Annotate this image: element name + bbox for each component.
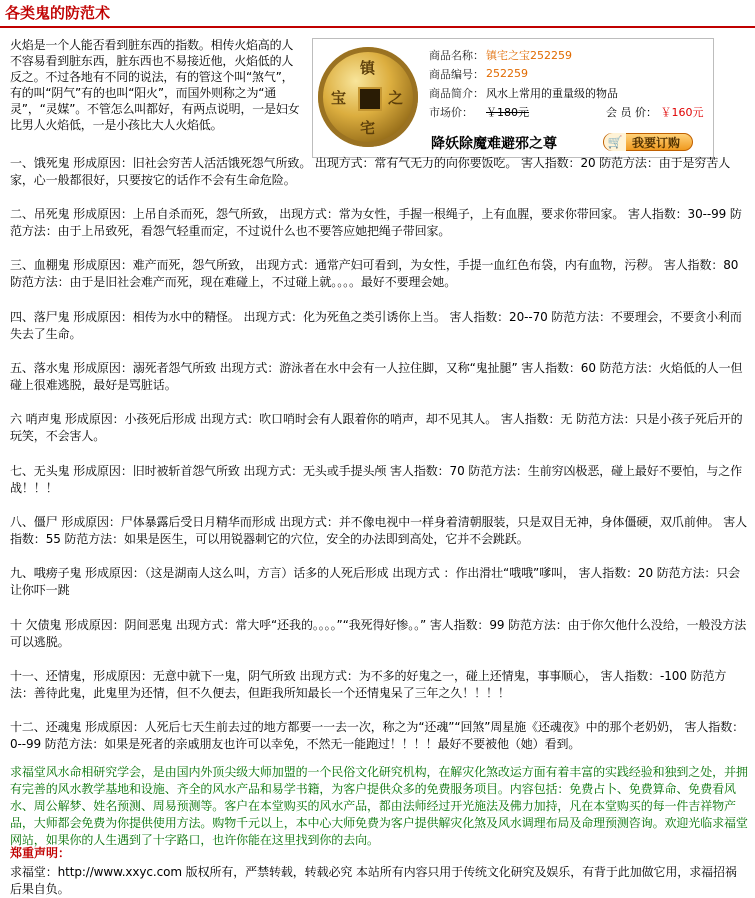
product-desc-row (429, 83, 709, 102)
order-button[interactable] (603, 133, 693, 151)
ghost-paragraph-8: 八、僵尸 形成原因：尸体暴露后受日月精华而形成 出现方式：并不像电视中一样身着清朝服装，只是双目无神，身体僵硬，双爪前伸。 害人指数：55 防范方法：如果是医生，可以用锐器刺它的穴位，安全的办法即到高处，它并不会跳跃。 (10, 515, 748, 546)
page-title: 各类鬼的防范术 (5, 4, 111, 22)
disclaimer-heading: 郑重声明： (10, 846, 71, 860)
ghost-paragraph-1: 一、饿死鬼 形成原因：旧社会穷苦人活活饿死怨气所致。 出现方式：常有气无力的向你要饭吃。 害人指数：20 防范方法：由于是穷苦人家，心一般都很好，只要按它的话作不会有生命危险。 (10, 156, 731, 187)
ghost-paragraph-3: 三、血棚鬼 形成原因：难产而死，怨气所致， 出现方式：通常产妇可看到，为女性，手提一血红色布袋，内有血物，污秽。 害人指数：80 防范方法：由于是旧社会难产而死，现在难碰上，不过碰上就。。。。最好不要理会她。 (10, 258, 739, 289)
market-price-label: 市场价： (429, 105, 473, 119)
market-price-value: ￥180元 (486, 105, 529, 119)
title-divider (0, 26, 755, 28)
ghost-paragraph-12: 十二、还魂鬼 形成原因：人死后七天生前去过的地方都要一一去一次，称之为“还魂”“回煞”周星施《还魂夜》中的那个老奶奶， 害人指数：0--99 防范方法：如果是死者的亲戚朋友也许可以幸免，不然无一能跑过！！！！最好不要被他（她）看到。 (10, 720, 745, 751)
coin-char-bottom: 宅 (360, 119, 376, 137)
product-desc-label: 商品简介： (429, 86, 484, 100)
ghost-paragraph-7: 七、无头鬼 形成原因：旧时被斩首怨气所致 出现方式：无头或手提头颅 害人指数：70 防范方法：生前穷凶极恶，碰上最好不要怕，与之作战！！！ (10, 464, 743, 495)
product-slogan: 降妖除魔难避邪之尊 (431, 136, 557, 152)
ghost-paragraph-4: 四、落尸鬼 形成原因：相传为水中的精怪。 出现方式：化为死鱼之类引诱你上当。 害人指数：20--70 防范方法：不要理会，不要贪小利而失去了生命。 (10, 310, 742, 341)
promo-paragraph: 求福堂风水命相研究学会，是由国内外顶尖级大师加盟的一个民俗文化研究机构，在解灾化煞改运方面有着丰富的实践经验和独到之处，并拥有完善的风水教学基地和设施、齐全的风水产品和易学书籍，为客户提供众多的免费服务项目。内容包括：免费占卜、免费算命、免费看风水、周公解梦、姓名预测、周易预测等。客户在本堂购买的风水产品，都由法师经过开光施法及佛力加持，凡在本堂购买的每一件吉祥物产品，大师都会免费为你提供使用方法。购物千元以上，本中心大师免费为客户提供解灾化煞及风水调理布局及命理预测咨询。欢迎光临求福堂网站，如果你的人生遇到了十字路口，也许你能在这里找到你的去向。 (10, 765, 748, 847)
product-code-label: 商品编号： (429, 67, 484, 81)
product-code-row (429, 64, 709, 83)
product-price-row (429, 102, 709, 121)
product-card (312, 38, 714, 158)
coin-char-right: 之 (388, 89, 404, 107)
member-price-label: 会 员 价： (606, 105, 657, 119)
product-desc-value: 风水上常用的重量级的物品 (486, 86, 618, 100)
order-button-label: 我要订购 (632, 135, 681, 150)
coin-image[interactable] (318, 47, 418, 147)
price-cell (486, 102, 709, 121)
intro-paragraph: 火焰是一个人能否看到脏东西的指数。相传火焰高的人不容易看到脏东西，脏东西也不易接近他，火焰低的人反之。不过各地有不同的说法，有的管这个叫“煞气”，有的叫“阴气”有的也叫“阳火”，而国外则称之为“通灵”，“灵媒”。不管怎么叫都好，有两点说明，一是妇女比男人火焰低，一是小孩比大人火焰低。 (10, 38, 300, 132)
ghost-paragraph-11: 十一、还情鬼，形成原因：无意中就下一鬼，阴气所致 出现方式：为不多的好鬼之一，碰上还情鬼，事事顺心， 害人指数：-100 防范方法：善待此鬼，此鬼里为还情，但不久便去，但距我所知最长一个还情鬼呆了三年之久！！！！ (10, 669, 727, 700)
ghost-paragraph-5: 五、落水鬼 形成原因：溺死者怨气所致 出现方式：游泳者在水中会有一人拉住脚，又称“鬼扯腿” 害人指数：60 防范方法：火焰低的人一但碰上很难逃脱，最好是骂脏话。 (10, 361, 743, 392)
coin-char-top: 镇 (360, 59, 376, 77)
shopping-cart-icon: 🛒 (604, 133, 626, 151)
coin-hole (358, 87, 382, 111)
product-code-value: 252259 (486, 67, 528, 80)
product-name-link[interactable]: 镇宅之宝252259 (486, 48, 572, 62)
member-price-value: ￥160元 (660, 105, 704, 119)
disclaimer-text: 求福堂：http://www.xxyc.com 版权所有，严禁转载，转载必究 本站所有内容只用于传统文化研究及娱乐，有背于此加做它用，求福招祸后果自负。 (10, 865, 737, 896)
ghost-paragraph-10: 十 欠债鬼 形成原因：阴间恶鬼 出现方式：常大呼“还我的。。。。”“我死得好惨。。” 害人指数：99 防范方法：由于你欠他什么没给，一般没方法可以逃脱。 (10, 618, 747, 649)
ghost-paragraph-9: 九、哦痨子鬼 形成原因：（这是湖南人这么叫，方言）话多的人死后形成 出现方式 ：作出滑壮“哦哦”嗲叫， 害人指数：20 防范方法：只会让你吓一跳 (10, 566, 741, 597)
ghost-paragraph-6: 六 哨声鬼 形成原因：小孩死后形成 出现方式：吹口哨时会有人跟着你的哨声，却不见其人。 害人指数：无 防范方法：只是小孩子死后开的玩笑，不会害人。 (10, 412, 743, 443)
coin-char-left: 宝 (331, 89, 347, 107)
product-name-label: 商品名称： (429, 48, 484, 62)
ghost-paragraph-2: 二、吊死鬼 形成原因：上吊自杀而死，怨气所致， 出现方式：常为女性，手握一根绳子，上有血腥，要求你带回家。 害人指数：30--99 防范方法：由于上吊致死，看怨气轻重而定，不过说什么也不要答应她把绳子带回家。 (10, 207, 742, 238)
product-info-table (429, 45, 709, 121)
product-name-row (429, 45, 709, 64)
